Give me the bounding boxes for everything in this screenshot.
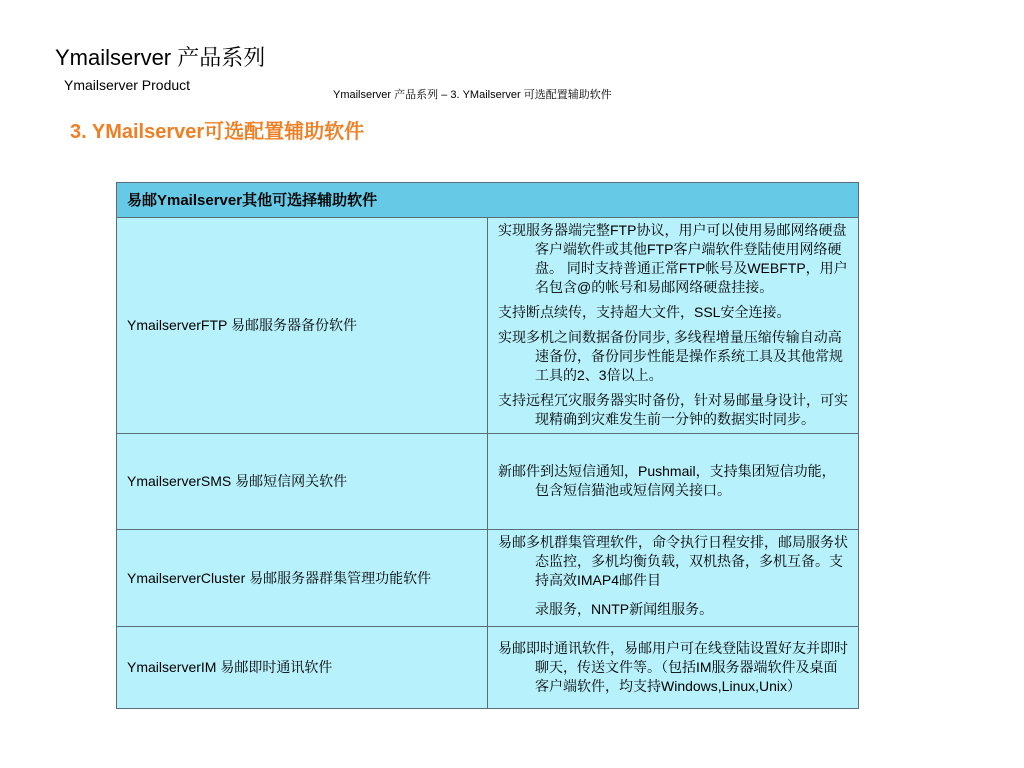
table-header-row [117, 183, 859, 218]
product-name: YmailserverSMS 易邮短信网关软件 [127, 473, 348, 489]
description-paragraph: 支持断点续传，支持超大文件，SSL安全连接。 [498, 304, 791, 320]
product-description-cell [488, 627, 859, 709]
product-name-cell [117, 218, 488, 434]
software-table [116, 182, 859, 709]
product-name: YmailserverIM 易邮即时通讯软件 [127, 659, 333, 675]
product-name: YmailserverCluster 易邮服务器群集管理功能软件 [127, 569, 432, 586]
description-paragraph: 新邮件到达短信通知，Pushmail，支持集团短信功能，包含短信猫池或短信网关接口。 [498, 463, 836, 498]
table-row [117, 530, 859, 627]
table-header-cell: 易邮Ymailserver其他可选择辅助软件 [117, 183, 859, 218]
product-description-cell [488, 218, 859, 434]
product-name-cell [117, 434, 488, 530]
product-name: YmailserverFTP 易邮服务器备份软件 [127, 317, 357, 333]
table-row [117, 218, 859, 434]
product-description-cell [488, 434, 859, 530]
table-row [117, 627, 859, 709]
product-description-cell [488, 530, 859, 627]
description-paragraph: 实现服务器端完整FTP协议，用户可以使用易邮网络硬盘客户端软件或其他FTP客户端软件登陆使用网络硬盘。 同时支持普通正常FTP帐号及WEBFTP，用户名包含@的帐号和易邮网络硬盘挂接。 [498, 222, 848, 295]
brand-subtitle: Ymailserver Product [64, 77, 191, 93]
breadcrumb: Ymailserver 产品系列 – 3. YMailserver 可选配置辅助软件 [333, 89, 612, 101]
product-name-cell [117, 627, 488, 709]
table-row [117, 434, 859, 530]
section-title: 3. YMailserver可选配置辅助软件 [70, 121, 365, 143]
description-paragraph: 支持远程冗灾服务器实时备份，针对易邮量身设计，可实现精确到灾难发生前一分钟的数据实时同步。 [498, 392, 848, 427]
software-table-container [116, 182, 859, 709]
brand-title: Ymailserver 产品系列 [55, 45, 266, 70]
description-paragraph: 易邮多机群集管理软件，命令执行日程安排，邮局服务状态监控，多机均衡负载，双机热备，多机互备。支持高效IMAP4邮件目 [498, 534, 848, 588]
description-paragraph: 实现多机之间数据备份同步, 多线程增量压缩传输自动高速备份，备份同步性能是操作系统工具及其他常规工具的2、3倍以上。 [498, 329, 843, 383]
product-name-cell [117, 530, 488, 627]
description-paragraph: 录服务，NNTP新闻组服务。 [535, 601, 714, 617]
description-paragraph: 易邮即时通讯软件，易邮用户可在线登陆设置好友并即时聊天，传送文件等。（包括IM服务器端软件及桌面客户端软件，均支持Windows,Linux,Unix） [498, 639, 848, 694]
